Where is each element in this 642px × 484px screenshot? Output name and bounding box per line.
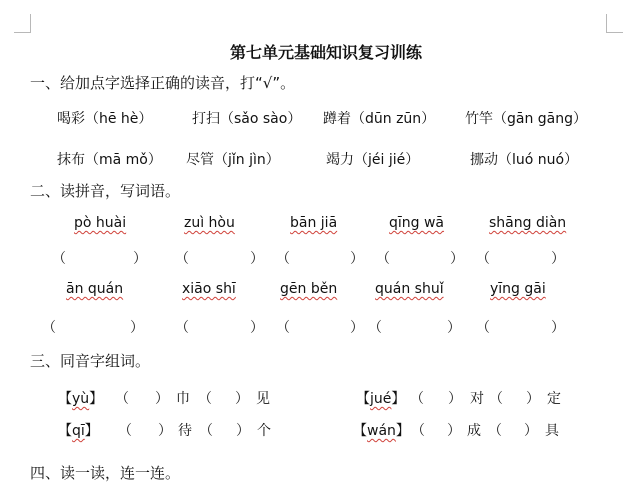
s3-row-qi: [58, 420, 99, 440]
s3-word: 对: [470, 391, 484, 407]
s1-item-3: 蹲着（dūn zūn）: [323, 111, 436, 127]
s3-pinyin: wán: [367, 423, 396, 439]
s2-paren-open-r1-4: （: [376, 251, 390, 267]
s2-paren-open-r2-5: （: [476, 320, 490, 336]
s2-paren-close-r2-1: ）: [130, 320, 144, 336]
page-title: 第七单元基础知识复习训练: [230, 43, 423, 62]
s2-pinyin-r2-4: quán shuǐ: [375, 281, 444, 297]
s3-word: 定: [547, 391, 561, 407]
s3-rbracket: 】: [391, 391, 406, 407]
corner-mark-left: [14, 14, 31, 33]
s3-paren-open: （: [489, 391, 503, 407]
s3-pinyin: yù: [72, 391, 90, 407]
s3-word: 具: [545, 423, 559, 439]
s2-pinyin-r2-5: yīng gāi: [490, 281, 546, 297]
s3-paren-open: （: [410, 391, 424, 407]
s2-pinyin-r1-2: zuì hòu: [184, 215, 235, 231]
s2-pinyin-r2-1: ān quán: [66, 281, 124, 297]
s1-item-1: 喝彩（hē hè）: [57, 111, 153, 127]
s2-paren-close-r1-1: ）: [133, 251, 147, 267]
s3-pinyin: qī: [72, 423, 85, 439]
section4-heading: 四、读一读，连一连。: [30, 464, 181, 482]
s2-pinyin-r1-3: bān jiā: [290, 215, 338, 231]
s2-paren-close-r2-5: ）: [551, 320, 565, 336]
s2-paren-open-r1-5: （: [476, 251, 490, 267]
s3-row-yu: [58, 388, 103, 408]
s3-word: 待: [178, 423, 192, 439]
s2-paren-close-r1-2: ）: [250, 251, 264, 267]
s3-word: 成: [467, 423, 481, 439]
s3-paren-close: ）: [448, 391, 462, 407]
s3-paren-open: （: [199, 423, 213, 439]
s2-paren-open-r1-2: （: [175, 251, 189, 267]
s2-paren-open-r2-3: （: [276, 320, 290, 336]
s2-paren-close-r1-4: ）: [450, 251, 464, 267]
s3-word: 见: [256, 391, 270, 407]
s3-paren-close: ）: [236, 423, 250, 439]
s1-item-5: 抹布（mā mǒ）: [57, 152, 162, 168]
s2-paren-open-r1-1: （: [52, 251, 66, 267]
s3-word: 个: [257, 423, 271, 439]
section3-heading: 三、同音字组词。: [30, 352, 151, 370]
s3-paren-open: （: [115, 391, 129, 407]
s2-paren-open-r2-4: （: [368, 320, 382, 336]
s3-paren-close: ）: [526, 391, 540, 407]
s3-lbracket: 【: [58, 423, 72, 439]
s2-pinyin-r1-4: qīng wā: [389, 215, 445, 231]
s3-paren-close: ）: [155, 391, 169, 407]
s3-paren-open: （: [118, 423, 132, 439]
s2-paren-close-r2-4: ）: [447, 320, 461, 336]
s3-lbracket: 【: [58, 391, 72, 407]
s3-paren-open: （: [198, 391, 212, 407]
s3-rbracket: 】: [84, 423, 99, 439]
s2-paren-open-r2-2: （: [175, 320, 189, 336]
s3-pinyin: jué: [370, 391, 392, 407]
s2-pinyin-r2-3: gēn běn: [280, 281, 338, 297]
s3-word: 巾: [176, 391, 190, 407]
section1-heading: 一、给加点字选择正确的读音，打“√”。: [30, 74, 296, 92]
s3-paren-close: ）: [524, 423, 538, 439]
s3-row-wan: [353, 420, 410, 440]
s2-pinyin-r1-1: pò huài: [74, 215, 127, 231]
s1-item-7: 竭力（jéi jié）: [326, 152, 420, 168]
s3-paren-close: ）: [158, 423, 172, 439]
s2-paren-close-r2-3: ）: [350, 320, 364, 336]
s3-row-jue: [356, 388, 405, 408]
s3-paren-open: （: [488, 423, 502, 439]
s3-paren-close: ）: [447, 423, 461, 439]
s1-item-4: 竹竿（gān gāng）: [465, 111, 588, 127]
s3-lbracket: 【: [353, 423, 367, 439]
s2-pinyin-r1-5: shāng diàn: [489, 215, 567, 231]
s2-paren-close-r2-2: ）: [250, 320, 264, 336]
s1-item-6: 尽管（jǐn jìn）: [186, 152, 280, 168]
corner-mark-right: [606, 14, 623, 33]
s1-item-2: 打扫（sǎo sào）: [192, 111, 302, 127]
section2-heading: 二、读拼音，写词语。: [30, 182, 181, 200]
s3-rbracket: 】: [89, 391, 104, 407]
s2-paren-close-r1-3: ）: [350, 251, 364, 267]
s2-paren-open-r2-1: （: [42, 320, 56, 336]
s1-item-8: 挪动（luó nuó）: [470, 152, 579, 168]
s3-paren-close: ）: [235, 391, 249, 407]
s2-pinyin-r2-2: xiāo shī: [182, 281, 236, 297]
s3-lbracket: 【: [356, 391, 370, 407]
s2-paren-close-r1-5: ）: [551, 251, 565, 267]
s3-paren-open: （: [411, 423, 425, 439]
s2-paren-open-r1-3: （: [276, 251, 290, 267]
s3-rbracket: 】: [395, 423, 410, 439]
